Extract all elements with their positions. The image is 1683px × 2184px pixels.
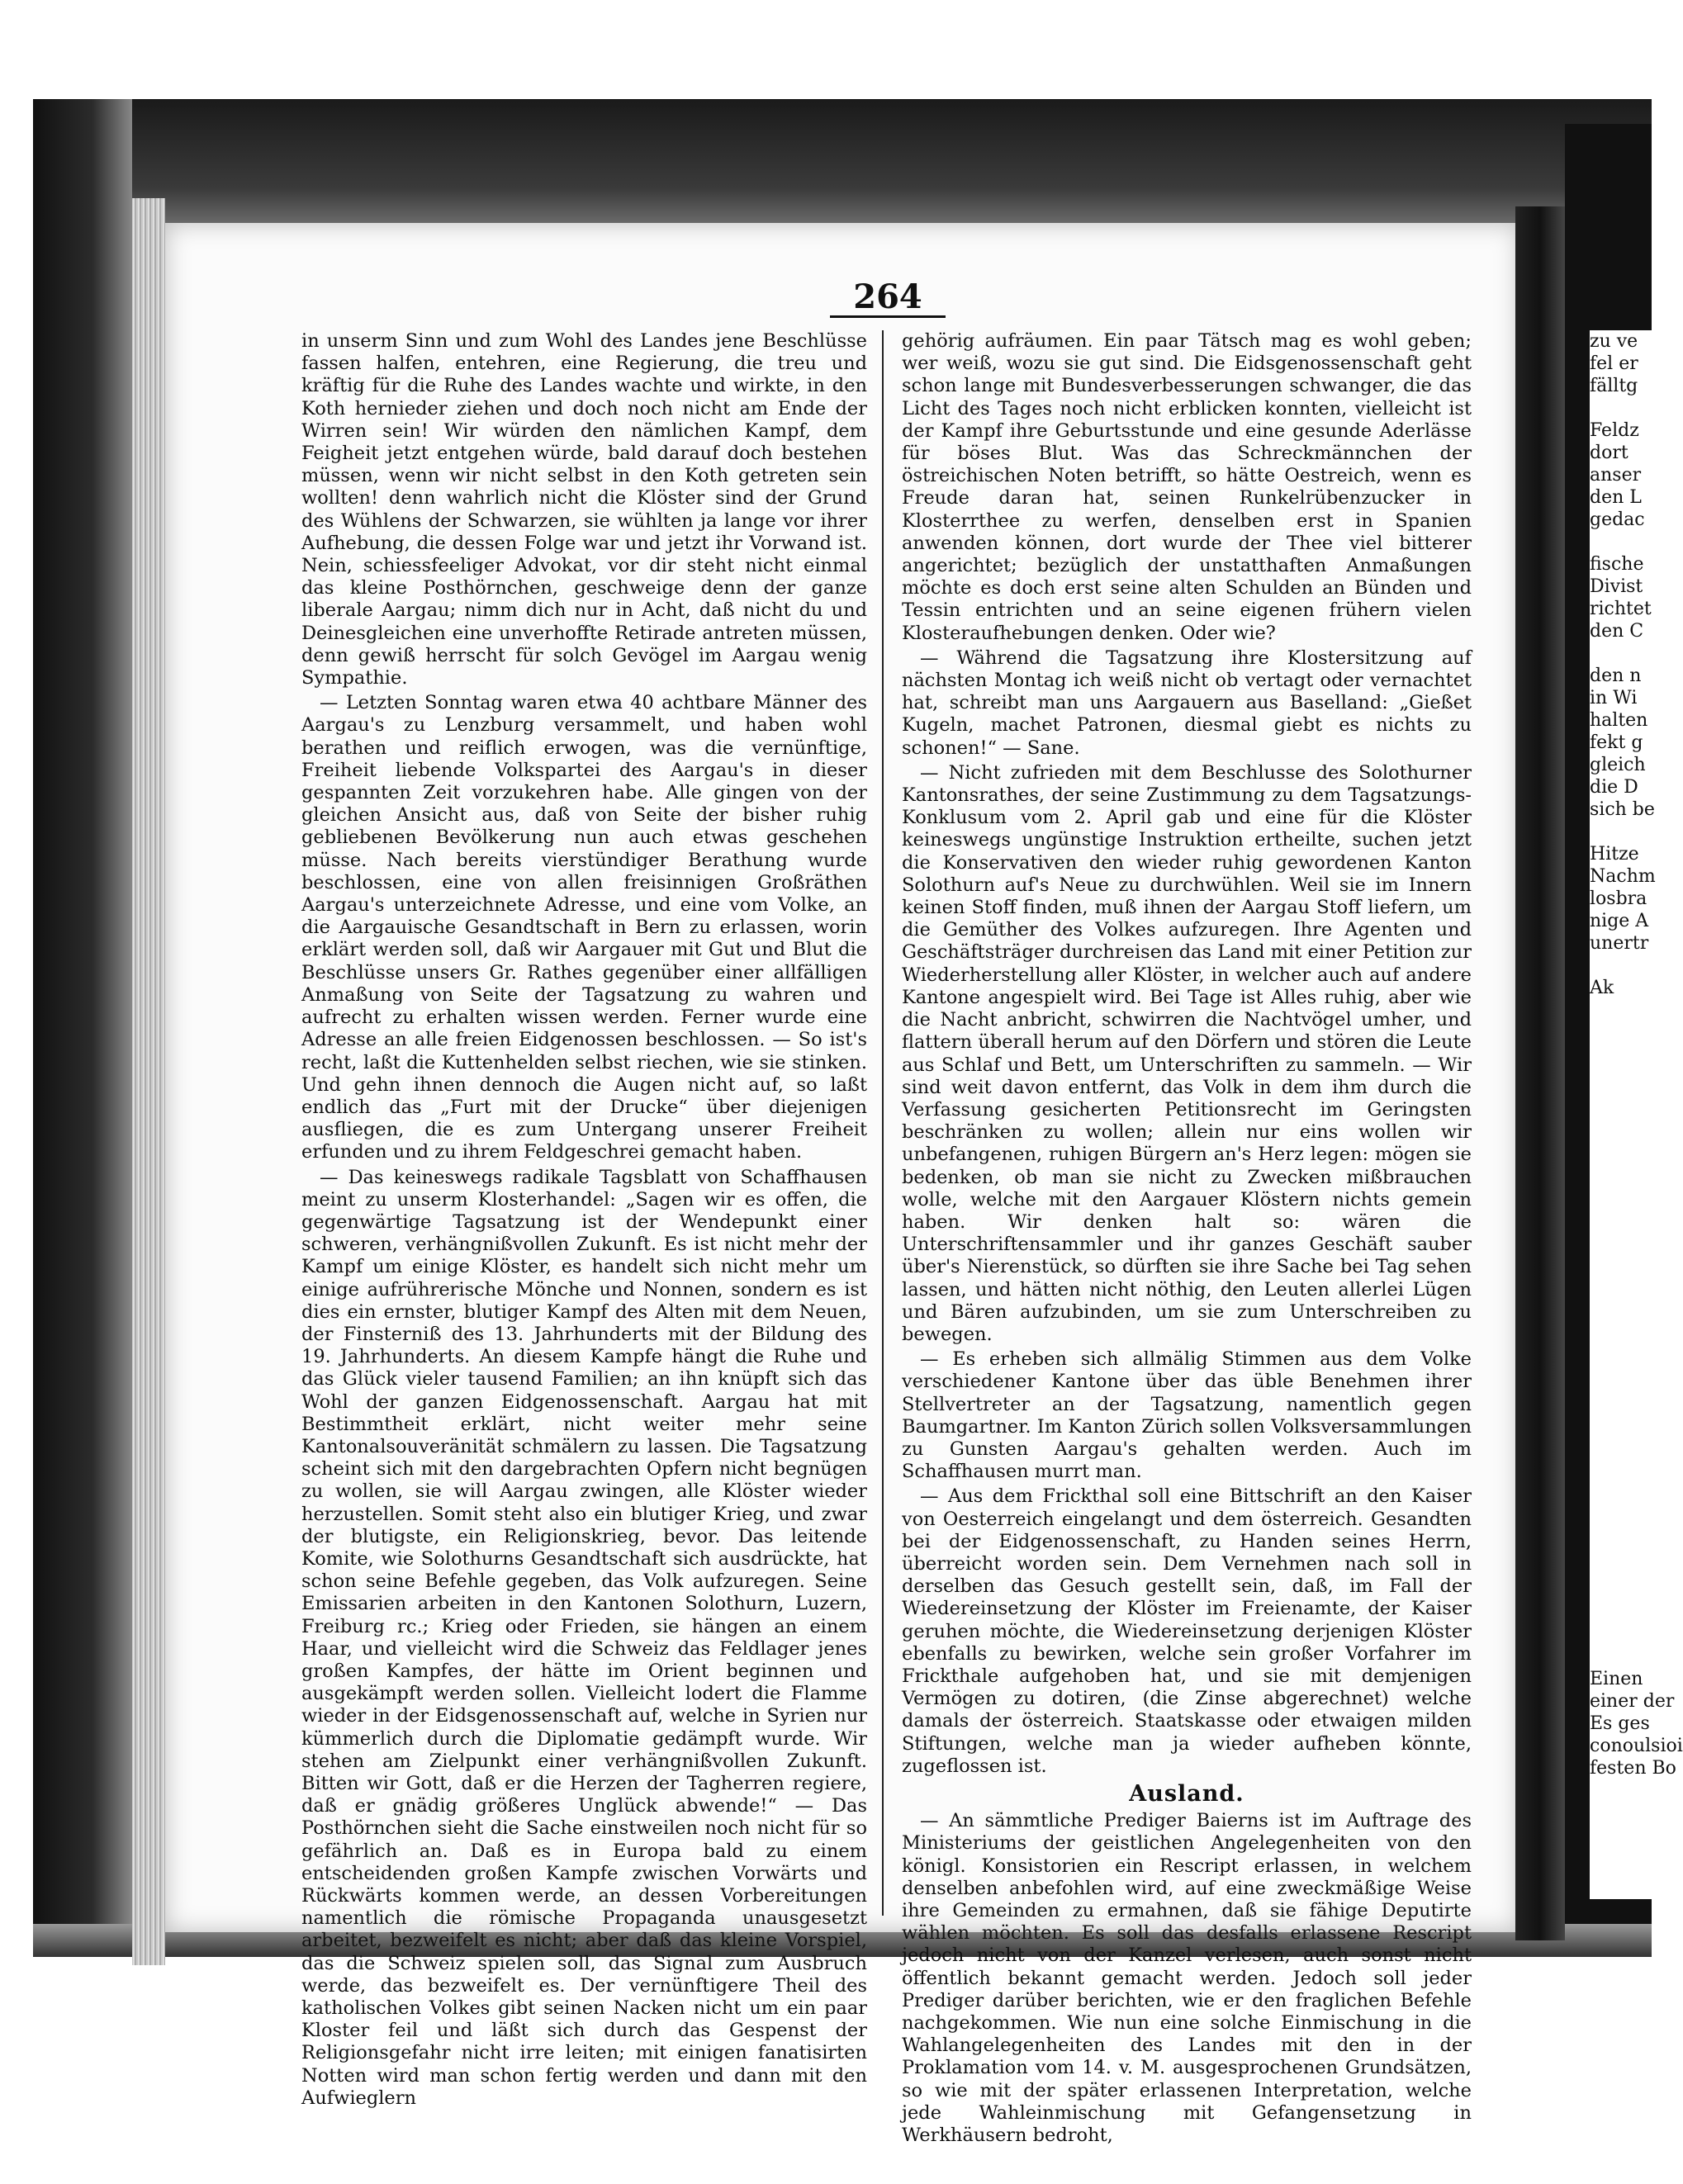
next-page-line: fische bbox=[1590, 554, 1644, 575]
next-page-line bbox=[1590, 1400, 1652, 1423]
next-page-line: richtet bbox=[1590, 599, 1652, 619]
next-page-line bbox=[1590, 1556, 1652, 1579]
next-page-line bbox=[1590, 1177, 1652, 1200]
next-page-line: conoulsioi bbox=[1590, 1736, 1683, 1756]
right-paragraph-1: gehörig aufräumen. Ein paar Tätsch mag es wohl geben; wer weiß, wozu sie gut sind. Die Eidsgenossenschaft geht schon lange mit Bundesverbesserungen schwanger, die das Licht des Tages noch nicht erblicken konnten, vielleicht ist der Kampf ihre Geburtsstunde und eine gesunde Aderlässe für böses Blut. Was das Schreckmännchen der östreichischen Noten betrifft, so hätte Oestreich, wenn es Freude daran hat, seinen Runkelrübenzucker in Klosterrthee zu werfen, denselben erst in Spanien anwenden können, dort wurde der Thee viel bitterer angerichtet; bezüglich der unstatthaften Anmaßungen möchte es doch erst seine alten Schulden an Bünden und Tessin entrichten und an seine eigenen frühern vielen Klosteraufhebungen denken. Oder wie? bbox=[902, 330, 1472, 644]
next-page-line: gedac bbox=[1590, 509, 1645, 530]
next-page-line: Divist bbox=[1590, 576, 1643, 597]
next-page-line: halten bbox=[1590, 710, 1648, 731]
left-paragraph-1: in unserm Sinn und zum Wohl des Landes jene Beschlüsse fassen halfen, entehren, eine Regierung, die treu und kräftig für die Ruhe des Landes wachte und wirkte, in den Koth hernieder ziehen und doch noch nicht am Ende der Wirren sein! Wir würden den nämlichen Kampf, dem Feigheit jetzt entgehen würde, bald darauf doch bestehen müssen, wenn wir nicht selbst in den Koth getreten sein wollten! denn wahrlich nicht die Klöster sind der Grund des Wühlens der Schwarzen, sie wühlten ja lange vor ihrer Aufhebung, die dessen Folge war und jetzt ihr Vorwand ist. Nein, schiessfeeliger Advokat, vor dir steht nicht einmal das kleine Posthörnchen, geschweige denn der ganze liberale Aargau; nimm dich nur in Acht, daß nicht du und Deinesgleichen eine unverhoffte Retirade antreten müssen, denn gewiß herrscht für solch Gevögel im Aargau wenig Sympathie. bbox=[301, 330, 867, 689]
next-page-line bbox=[1590, 1490, 1652, 1512]
next-page-line: Einen bbox=[1590, 1669, 1643, 1689]
next-page-line bbox=[1590, 1356, 1652, 1378]
next-page-line: dort bbox=[1590, 443, 1628, 463]
next-page-line bbox=[1590, 531, 1652, 553]
next-page-line: nige A bbox=[1590, 911, 1649, 931]
next-page-line: sich be bbox=[1590, 799, 1655, 820]
next-page-line bbox=[1590, 1534, 1652, 1556]
next-page-line bbox=[1590, 1512, 1652, 1534]
next-page-line bbox=[1590, 1289, 1652, 1311]
page-edges bbox=[132, 198, 165, 1965]
next-page-line: in Wi bbox=[1590, 688, 1638, 708]
next-page-fragment bbox=[1590, 330, 1683, 1899]
next-page-line: den n bbox=[1590, 666, 1642, 686]
next-page-line: anser bbox=[1590, 465, 1642, 486]
next-page-line: die D bbox=[1590, 777, 1638, 798]
right-paragraph-5: — Aus dem Frickthal soll eine Bittschrift an den Kaiser von Oesterreich eingelangt und dem österreich. Gesandten bei der Eidgenossenschaft, zu Handen seines Herrn, überreicht worden sein. Dem Vernehmen nach soll in derselben das Gesuch gestellt sein, daß, im Fall der Wiedereinsetzung der Klöster im Freienamte, der Kaiser geruhen möchte, die Wiedereinsetzung derjenigen Klöster ebenfalls zu bewirken, welche sein großer Vorfahrer im Frickthale aufgehoben hat, und sie mit demjenigen Vermögen zu dotiren, (die Zinse abgerechnet) welche damals der österreich. Staatskasse oder etwaigen milden Stiftungen, welche man ja wieder aufheben könnte, zugeflossen ist. bbox=[902, 1485, 1472, 1777]
next-page-line bbox=[1590, 999, 1652, 1021]
next-page-line bbox=[1590, 1311, 1652, 1334]
left-column bbox=[301, 330, 867, 2112]
next-page-line bbox=[1590, 1244, 1652, 1267]
next-page-line bbox=[1590, 1423, 1652, 1445]
next-page-line bbox=[1590, 821, 1652, 843]
next-page-line bbox=[1590, 1222, 1652, 1244]
next-page-line bbox=[1590, 1579, 1652, 1601]
right-paragraph-3: — Nicht zufrieden mit dem Beschlusse des Solothurner Kantonsrathes, der seine Zustimmung zu dem Tagsatzungs-Konklusum vom 2. April gab und eine für die Klöster keineswegs ungünstige Instruktion ertheilte, suchen jetzt die Konservativen den wieder ruhig gewordenen Kanton Solothurn auf's Neue zu durchwühlen. Weil sie im Innern keinen Stoff finden, muß ihnen der Aargau Stoff liefern, um die Gemüther des Volkes aufzuregen. Ihre Agenten und Geschäftsträger durchreisen das Land mit einer Petition zur Wiederherstellung aller Klöster, in welcher auch auf andere Kantone angespielt wird. Bei Tage ist Alles ruhig, aber wie die Nacht anbricht, schwirren die Nachtvögel umher, und flattern überall herum auf den Dörfern und stören die Leute aus Schlaf und Bett, um Unterschriften zu sammeln. — Wir sind weit davon entfernt, das Volk in dem ihm durch die Verfassung gesicherten Petitionsrecht im Geringsten beschränken zu wollen; allein nur eins wollen wir unbefangenen, ruhigen Bürgern an's Herz legen: mögen sie bedenken, ob man sie nicht zu Zwecken mißbrauchen wolle, welche mit den Aargauer Klöstern nichts gemein haben. Wir denken halt so: wären die Unterschriftensammler und ihr ganzes Geschäft sauber über's Nierenstück, so dürften sie ihre Sache bei Tag sehen lassen, und hätten nicht nöthig, den Leuten allerlei Lügen und Bären aufzubinden, um sie zum Unterschreiben zu bewegen. bbox=[902, 761, 1472, 1345]
next-page-line bbox=[1590, 1646, 1652, 1668]
next-page-line bbox=[1590, 397, 1652, 419]
next-page-line bbox=[1590, 1044, 1652, 1066]
next-page-line: zu ve bbox=[1590, 331, 1638, 352]
page-number: 264 bbox=[830, 279, 946, 318]
next-page-line bbox=[1590, 1111, 1652, 1133]
next-page-line bbox=[1590, 1601, 1652, 1623]
next-page-line: Es ges bbox=[1590, 1713, 1650, 1734]
next-page-line: gleich bbox=[1590, 755, 1646, 775]
next-page-line bbox=[1590, 1066, 1652, 1088]
next-page-line bbox=[1590, 1200, 1652, 1222]
next-page-line: fekt g bbox=[1590, 732, 1643, 753]
next-page-line: Nachm bbox=[1590, 866, 1656, 887]
section-heading-ausland: Ausland. bbox=[1129, 1781, 1244, 1807]
left-paragraph-2: — Letzten Sonntag waren etwa 40 achtbare Männer des Aargau's zu Lenzburg versammelt, und haben wohl berathen und reiflich erwogen, was die vernünftige, Freiheit liebende Volkspartei des Aargau's in dieser gespannten Zeit vorzukehren habe. Alle gingen von der gleichen Ansicht aus, daß von Seite der bisher ruhig gebliebenen Bevölkerung nun auch etwas geschehen müsse. Nach bereits vierstündiger Berathung wurde beschlossen, eine von allen freisinnigen Großräthen Aargau's unterzeichnete Adresse, und eine vom Volke, an die Aargauische Gesandtschaft in Bern zu erlassen, worin erklärt werden soll, daß wir Aargauer mit Gut und Blut die Beschlüsse unsers Gr. Rathes gegenüber einer allfälligen Anmaßung von Seite der Tagsatzung zu wahren und aufrecht zu erhalten wissen werden. Ferner wurde eine Adresse an alle freien Eidgenossen beschlossen. — So ist's recht, laßt die Kuttenhelden selbst riechen, wie sie stinken. Und gehn ihnen dennoch die Augen nicht auf, so laßt endlich das „Furt mit der Drucke“ über diejenigen ausfliegen, die es zum Untergang unserer Freiheit erfunden und zu ihrem Feldgeschrei gemacht haben. bbox=[301, 692, 867, 1163]
next-page-line bbox=[1590, 1378, 1652, 1400]
right-paragraph-6: — An sämmtliche Prediger Baierns ist im Auftrage des Ministeriums der geistlichen Angelegenheiten von den königl. Konsistorien ein Rescript erlassen, in welchem denselben anbefohlen wird, auf eine zweckmäßige Weise ihre Gemeinden zu ermahnen, daß sie fähige Deputirte wählen möchten. Es soll das desfalls erlassene Rescript jedoch nicht von der Kanzel verlesen, auch sonst nicht öffentlich bekannt gemacht werden. Jedoch soll jeder Prediger darüber berichten, wie er den fraglichen Befehle nachgekommen. Wie nun eine solche Einmischung in die Wahlangelegenheiten des Landes mit den in der Proklamation vom 14. v. M. ausgesprochenen Grundsätzen, so wie mit der später erlassenen Interpretation, welche jede Wahleinmischung mit Gefangensetzung in Werkhäusern bedroht, bbox=[902, 1810, 1472, 2147]
next-page-line bbox=[1590, 642, 1652, 665]
next-page-line bbox=[1590, 1267, 1652, 1289]
next-page-line: unertr bbox=[1590, 933, 1649, 954]
next-page-line: losbra bbox=[1590, 888, 1647, 909]
next-page-line: fälltg bbox=[1590, 376, 1638, 396]
next-page-line bbox=[1590, 955, 1652, 977]
book-spine-shadow bbox=[33, 99, 132, 1932]
next-page-line: Feldz bbox=[1590, 420, 1639, 441]
gutter-shadow bbox=[1515, 206, 1565, 1940]
next-page-line: Ak bbox=[1590, 978, 1614, 998]
right-paragraph-4: — Es erheben sich allmälig Stimmen aus dem Volke verschiedener Kantone über das üble Benehmen ihrer Stellvertreter an der Tagsatzung, namentlich gegen Baumgartner. Im Kanton Zürich sollen Volksversammlungen zu Gunsten Aargau's gehalten werden. Auch im Schaffhausen murrt man. bbox=[902, 1348, 1472, 1483]
next-page-line: fel er bbox=[1590, 353, 1638, 374]
column-divider bbox=[882, 330, 884, 1916]
next-page-line bbox=[1590, 1445, 1652, 1467]
next-page-line: Hitze bbox=[1590, 844, 1639, 865]
next-page-line bbox=[1590, 1623, 1652, 1646]
right-column bbox=[902, 330, 1472, 2149]
next-page-line bbox=[1590, 1155, 1652, 1177]
next-page-line bbox=[1590, 1133, 1652, 1155]
next-page-line bbox=[1590, 1467, 1652, 1490]
next-page-line: festen Bo bbox=[1590, 1758, 1676, 1779]
next-page-line bbox=[1590, 1334, 1652, 1356]
next-page-line: den C bbox=[1590, 621, 1644, 642]
right-paragraph-2: — Während die Tagsatzung ihre Klostersitzung auf nächsten Montag ich weiß nicht ob vertagt oder vernachtet hat, schreibt man uns Aargauern aus Baselland: „Gießet Kugeln, machet Patronen, diesmal giebt es nichts zu schonen!“ — Sane. bbox=[902, 647, 1472, 759]
next-page-line bbox=[1590, 1021, 1652, 1044]
next-page-line: den L bbox=[1590, 487, 1642, 508]
next-page-line bbox=[1590, 1088, 1652, 1111]
next-page-line: einer der bbox=[1590, 1691, 1675, 1712]
left-paragraph-3: — Das keineswegs radikale Tagsblatt von Schaffhausen meint zu unserm Klosterhandel: „Sagen wir es offen, die gegenwärtige Tagsatzung ist der Wendepunkt einer schweren, verhängnißvollen Zukunft. Es ist nicht mehr der Kampf um einige Klöster, es handelt sich nicht mehr um einige aufrührerische Mönche und Nonnen, sondern es ist dies ein ernster, blutiger Kampf des Alten mit dem Neuen, der Finsterniß des 13. Jahrhunderts mit der Bildung des 19. Jahrhunderts. An diesem Kampfe hängt die Ruhe und das Glück vieler tausend Familien; an ihn knüpft sich das Wohl der ganzen Eidgenossenschaft. Aargau hat mit Bestimmtheit erklärt, nicht weiter mehr seine Kantonalsouveränität schmälern zu lassen. Die Tagsatzung scheint sich mit den dargebrachten Opfern nicht begnügen zu wollen, sie will Aargau zwingen, alle Klöster wieder herzustellen. Somit steht also ein blutiger Krieg, und zwar der blutigste, ein Religionskrieg, bevor. Das leitende Komite, wie Solothurns Gesandtschaft sich ausdrückte, hat schon seine Befehle gegeben, das Volk aufzuregen. Seine Emissarien arbeiten in den Kantonen Solothurn, Luzern, Freiburg rc.; Krieg oder Frieden, sie hängen an einem Haar, und vielleicht wird die Schweiz das Feldlager jenes großen Kampfes, der hätte im Orient beginnen und ausgekämpft werden sollen. Vielleicht lodert die Flamme wieder in der Eidsgenossenschaft auf, welche in Syrien nur kümmerlich durch die Diplomatie gedämpft wurde. Wir stehen am Zielpunkt einer verhängnißvollen Zukunft. Bitten wir Gott, daß er die Herzen der Tagherren regiere, daß er gnädig größeres Unglück abwende!“ — Das Posthörnchen sieht die Sache einstweilen noch nicht für so gefährlich an. Daß es in Europa bald zu einem entscheidenden großen Kampfe zwischen Vorwärts und Rückwärts kommen werde, an dessen Vorbereitungen namentlich die römische Propaganda unausgesetzt arbeitet, bezweifelt es nicht; aber daß das kleine Vorspiel, das die Schweiz spielen soll, das Signal zum Ausbruch werde, das bezweifelt es. Der vernünftigere Theil des katholischen Volkes gibt seinen Nacken nicht um ein paar Kloster feil und läßt sich durch das Gespenst der Religionsgefahr nicht irre leiten; mit einigen fanatisirten Notten wird man schon fertig werden und dann mit den Aufwieglern bbox=[301, 1166, 867, 2109]
